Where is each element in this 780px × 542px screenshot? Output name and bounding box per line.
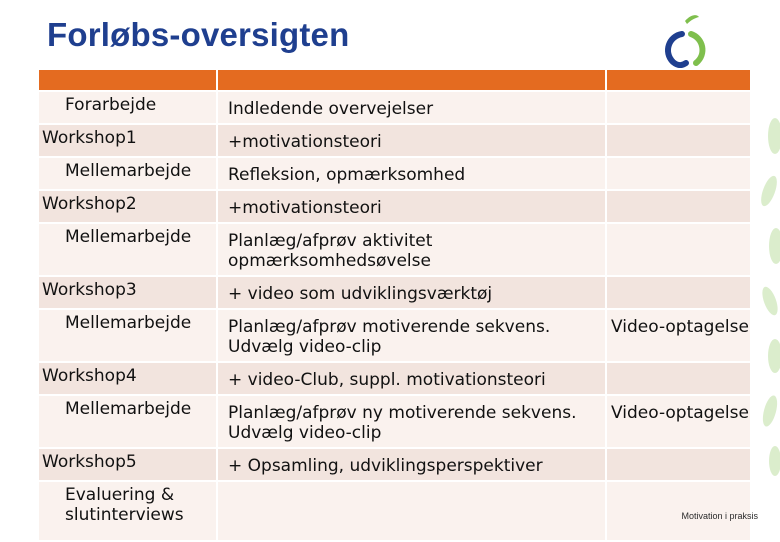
activity-text: Refleksion, opmærksomhed	[228, 165, 466, 185]
table-header-row	[38, 69, 751, 91]
page-title: Forløbs-oversigten	[47, 16, 350, 53]
note-text	[607, 191, 750, 202]
stage-label: Workshop2	[42, 194, 137, 214]
note-text	[607, 224, 750, 235]
activity-text: Planlæg/afprøv aktivitet opmærksomhedsøvelse	[228, 231, 433, 271]
header-cell	[38, 69, 217, 91]
note-text	[607, 363, 750, 374]
note-text: Video-optagelse	[611, 317, 749, 337]
stage-label: Evaluering & slutinterviews	[65, 485, 184, 525]
stage-label: Workshop4	[42, 366, 137, 386]
activity-text: +motivationsteori	[228, 132, 382, 152]
activity-text: +motivationsteori	[228, 198, 382, 218]
table-row	[38, 395, 751, 448]
activity-text: + Opsamling, udviklingsperspektiver	[228, 456, 543, 476]
note-text	[607, 158, 750, 169]
table-row	[38, 448, 751, 481]
stage-label: Workshop5	[42, 452, 137, 472]
stage-label: Mellemarbejde	[65, 161, 192, 181]
table-row	[38, 124, 751, 157]
note-text	[607, 449, 750, 460]
activity-text	[218, 482, 605, 493]
table-row	[38, 362, 751, 395]
table-row	[38, 309, 751, 362]
stage-label: Workshop3	[42, 280, 137, 300]
activity-text: Planlæg/afprøv ny motiverende sekvens. Udvælg video-clip	[228, 403, 577, 443]
header-cell	[606, 69, 751, 91]
apple-logo	[655, 14, 715, 70]
course-overview-table	[37, 68, 752, 542]
stage-label: Workshop1	[42, 128, 137, 148]
note-text	[607, 92, 750, 103]
stage-label: Mellemarbejde	[65, 313, 192, 333]
table-row	[38, 223, 751, 276]
note-text: Video-optagelse	[611, 403, 749, 423]
table-row	[38, 276, 751, 309]
activity-text: + video-Club, suppl. motivationsteori	[228, 370, 546, 390]
note-text	[607, 125, 750, 136]
table-row	[38, 91, 751, 124]
activity-text: Planlæg/afprøv motiverende sekvens. Udvælg video-clip	[228, 317, 551, 357]
note-text	[607, 482, 750, 493]
activity-text: + video som udviklingsværktøj	[228, 284, 493, 304]
stage-label: Forarbejde	[65, 95, 157, 115]
table-row	[38, 157, 751, 190]
note-text	[607, 277, 750, 288]
stage-label: Mellemarbejde	[65, 399, 192, 419]
leaf-decoration	[755, 96, 780, 486]
activity-text: Indledende overvejelser	[228, 99, 434, 119]
table-row	[38, 190, 751, 223]
header-cell	[217, 69, 606, 91]
footer-text: Motivation i praksis	[681, 511, 758, 521]
stage-label: Mellemarbejde	[65, 227, 192, 247]
